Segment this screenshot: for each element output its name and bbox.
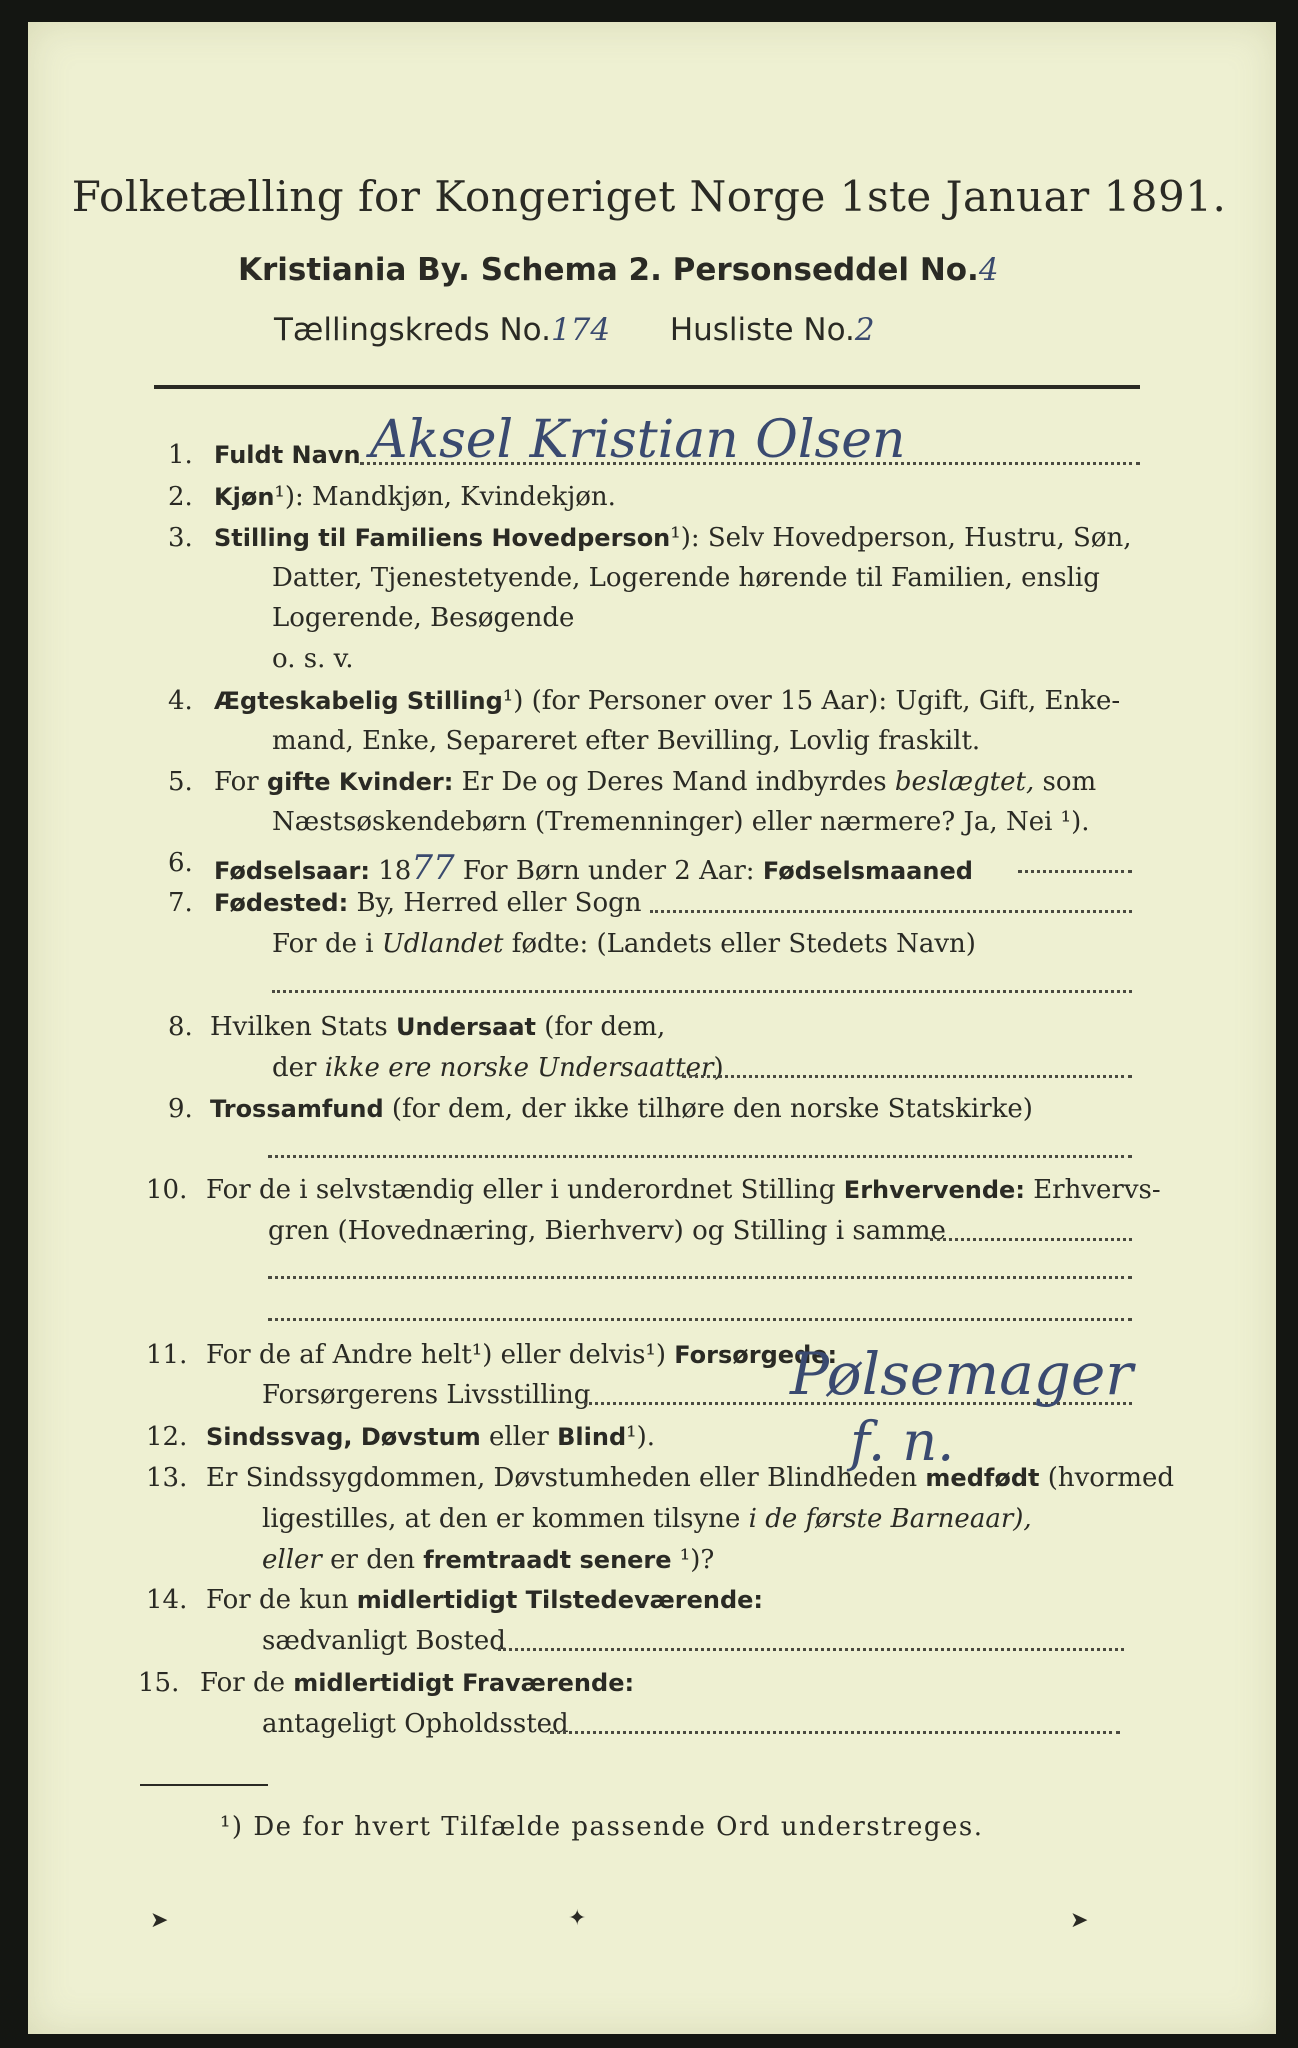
item-4-text: Ægteskabelig Stilling¹) (for Personer over 15 Aar): Ugift, Gift, Enke- — [214, 686, 1121, 716]
item-number: 6. — [168, 848, 193, 878]
item-5-text: For gifte Kvinder: Er De og Deres Mand indbyrdes beslægtet, som — [214, 767, 1097, 797]
fill-line — [650, 910, 1132, 913]
item-6-text: Fødselsaar: 1877 For Børn under 2 Aar: Fødselsmaaned — [214, 848, 973, 888]
item-number: 11. — [146, 1340, 188, 1370]
footnote-rule — [140, 1784, 268, 1786]
header-rule — [154, 385, 1140, 389]
fill-line — [268, 1155, 1132, 1158]
fill-line — [268, 1276, 1132, 1279]
center-mark: ✦ — [568, 1906, 587, 1931]
fill-line — [682, 1075, 1132, 1078]
item-number: 1. — [168, 440, 193, 470]
item-11-text-cont: Forsørgerens Livsstilling — [262, 1380, 591, 1410]
item-number: 13. — [146, 1463, 188, 1493]
fill-line — [498, 1648, 1124, 1651]
corner-mark: ➤ — [150, 1908, 169, 1933]
item-number: 10. — [146, 1175, 188, 1205]
handwritten-birth-year: 77 — [411, 848, 455, 888]
item-number: 15. — [138, 1668, 180, 1698]
item-5-text-cont: Næstsøskendebørn (Tremenninger) eller nærmere? Ja, Nei ¹). — [272, 807, 1090, 837]
fill-line — [1018, 870, 1132, 873]
item-12-text: Sindssvag, Døvstum eller Blind¹). — [206, 1422, 655, 1452]
item-13-text: Er Sindssygdommen, Døvstumheden eller Blindheden medfødt (hvormed — [206, 1463, 1175, 1493]
item-3-text-cont: o. s. v. — [272, 644, 354, 674]
subtitle-prefix: Kristiania By. Schema 2. Personseddel No. — [238, 252, 979, 288]
item-10-text-cont: gren (Hovednæring, Bierhverv) og Stilling i samme — [268, 1216, 946, 1246]
husliste-no: 2 — [854, 312, 875, 348]
personseddel-no: 4 — [978, 252, 999, 288]
fill-line — [268, 1318, 1132, 1321]
item-9-text: Trossamfund (for dem, der ikke tilhøre den norske Statskirke) — [210, 1094, 1033, 1124]
fill-line — [550, 1731, 1120, 1734]
handwritten-name: Aksel Kristian Olsen — [370, 410, 906, 470]
husliste-label: Husliste No. — [669, 312, 855, 348]
handwritten-occupation: Pølsemager — [790, 1340, 1133, 1408]
subtitle-line — [238, 252, 999, 288]
item-13-text-cont: eller er den fremtraadt senere ¹)? — [262, 1545, 715, 1575]
item-7-text-cont: For de i Udlandet fødte: (Landets eller Stedets Navn) — [272, 929, 976, 959]
fill-line — [930, 1238, 1132, 1241]
item-8-text: Hvilken Stats Undersaat (for dem, — [210, 1012, 666, 1042]
item-13-text-cont: ligestilles, at den er kommen tilsyne i de første Barneaar), — [262, 1504, 1032, 1534]
item-10-text: For de i selvstændig eller i underordnet Stilling Erhvervende: Erhvervs- — [206, 1175, 1161, 1205]
item-14-text-cont: sædvanligt Bosted — [262, 1626, 506, 1656]
item-3-text-cont: Datter, Tjenestetyende, Logerende hørende til Familien, enslig — [272, 563, 1100, 593]
item-1-label: Fuldt Navn — [214, 441, 361, 469]
item-number: 14. — [146, 1585, 188, 1615]
fill-line — [272, 990, 1132, 993]
handwritten-mark: f. n. — [850, 1410, 955, 1473]
item-number: 7. — [168, 888, 193, 918]
item-number: 2. — [168, 482, 193, 512]
taellingskreds-no: 174 — [550, 312, 611, 348]
item-number: 5. — [168, 767, 193, 797]
item-2-text: Kjøn¹): Mandkjøn, Kvindekjøn. — [214, 482, 616, 512]
item-number: 12. — [146, 1422, 188, 1452]
item-3-text: Stilling til Familiens Hovedperson¹): Selv Hovedperson, Hustru, Søn, — [214, 523, 1132, 553]
item-14-text: For de kun midlertidigt Tilstedeværende: — [206, 1585, 764, 1615]
item-3-text-cont: Logerende, Besøgende — [272, 603, 575, 633]
item-15-text-cont: antageligt Opholdssted — [262, 1709, 569, 1739]
item-11-text: For de af Andre helt¹) eller delvis¹) Forsørgede: — [206, 1340, 838, 1370]
district-line — [274, 312, 875, 348]
form-title: Folketælling for Kongeriget Norge 1ste Januar 1891. — [71, 172, 1227, 221]
footnote: ¹) De for hvert Tilfælde passende Ord understreges. — [220, 1812, 984, 1842]
item-15-text: For de midlertidigt Fraværende: — [200, 1668, 635, 1698]
corner-mark: ➤ — [1070, 1908, 1089, 1933]
item-4-text-cont: mand, Enke, Separeret efter Bevilling, Lovlig fraskilt. — [272, 726, 981, 756]
item-8-text-cont: der ikke ere norske Undersaatter) — [272, 1053, 724, 1083]
item-number: 8. — [168, 1012, 193, 1042]
item-number: 3. — [168, 523, 193, 553]
item-number: 9. — [168, 1094, 193, 1124]
item-number: 4. — [168, 686, 193, 716]
item-7-text: Fødested: By, Herred eller Sogn — [214, 888, 642, 918]
taellingskreds-label: Tællingskreds No. — [274, 312, 551, 348]
